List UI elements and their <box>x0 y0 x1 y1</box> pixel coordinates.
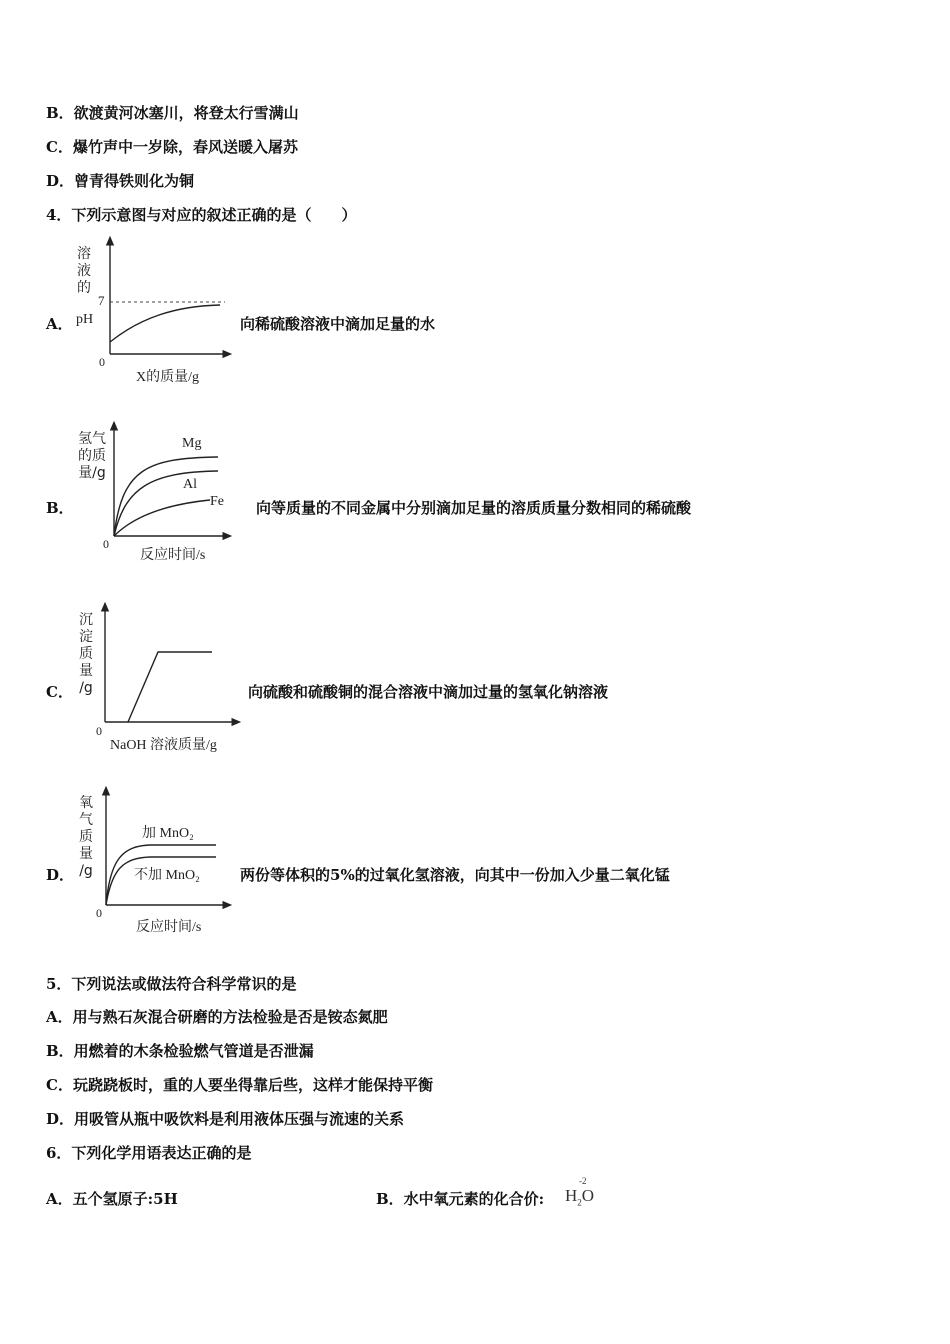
graph-d-ylabel: 氧 气 质 量 /g <box>79 795 93 879</box>
graph-d-curve-without <box>106 857 216 905</box>
q4-d-letter: D． <box>46 866 75 884</box>
graph-a-xlabel: X的质量/g <box>136 370 199 385</box>
graph-b-series-mg: Mg <box>182 436 202 451</box>
formula-h: H <box>565 1186 578 1205</box>
q4-b-letter: B． <box>46 499 74 517</box>
graph-b-series-al: Al <box>183 477 197 492</box>
q5-option-a: A．用与熟石灰混合研磨的方法检验是否是铵态氮肥 <box>46 1008 388 1026</box>
graph-d-series-with: 加 MnO₂ <box>142 826 194 841</box>
q5-option-d: D．用吸管从瓶中吸饮料是利用液体压强与流速的关系 <box>46 1110 405 1128</box>
graph-d-origin: 0 <box>96 906 102 920</box>
graph-c-origin: 0 <box>96 724 102 738</box>
q5-stem: 5．下列说法或做法符合科学常识的是 <box>46 975 297 993</box>
graph-b-origin: 0 <box>103 537 109 551</box>
graph-a-tick-7: 7 <box>98 293 105 308</box>
graph-a-ph-label: pH <box>76 312 94 327</box>
formula-sub: 2 <box>577 1197 582 1208</box>
q4-b-desc: 向等质量的不同金属中分别滴加足量的溶质质量分数相同的稀硫酸 <box>256 499 692 517</box>
graph-b-series-fe: Fe <box>210 494 224 509</box>
graph-a-origin: 0 <box>99 355 105 369</box>
graph-a-ylabel: 溶 液 的 <box>77 246 91 296</box>
q5-option-c: C．玩跷跷板时，重的人要坐得靠后些，这样才能保持平衡 <box>46 1076 433 1094</box>
graph-d-series-without: 不加 MnO₂ <box>134 868 200 883</box>
graph-d-xlabel: 反应时间/s <box>136 920 202 935</box>
formula-o: O <box>581 1186 595 1205</box>
q3-option-d: D．曾青得铁则化为铜 <box>46 172 195 190</box>
q6-stem: 6．下列化学用语表达正确的是 <box>46 1144 252 1162</box>
q6-option-a: A．五个氢原子:5H <box>46 1190 178 1208</box>
graph-c-xlabel: NaOH 溶液质量/g <box>110 738 217 753</box>
q3-option-b: B．欲渡黄河冰塞川，将登太行雪满山 <box>46 104 299 122</box>
q4-d-desc: 两份等体积的5%的过氧化氢溶液，向其中一份加入少量二氧化锰 <box>240 866 670 884</box>
q3-option-c: C．爆竹声中一岁除，春风送暖入屠苏 <box>46 138 298 156</box>
q4-stem: 4．下列示意图与对应的叙述正确的是（ ） <box>46 206 357 224</box>
graph-b-ylabel: 氢气 的质 量/g <box>78 431 106 481</box>
q4-a-desc: 向稀硫酸溶液中滴加足量的水 <box>240 315 436 333</box>
graph-d-curve-with <box>106 845 216 905</box>
q4-a-letter: A． <box>46 315 73 333</box>
q6-option-b-text: B．水中氧元素的化合价: <box>376 1190 545 1208</box>
valence-label: -2 <box>579 1176 587 1186</box>
q5-option-b: B．用燃着的木条检验燃气管道是否泄漏 <box>46 1042 314 1060</box>
graph-b-xlabel: 反应时间/s <box>140 548 206 563</box>
q4-c-desc: 向硫酸和硫酸铜的混合溶液中滴加过量的氢氧化钠溶液 <box>248 683 609 701</box>
graph-c-ylabel: 沉 淀 质 量 /g <box>79 612 93 696</box>
q4-c-letter: C． <box>46 683 73 701</box>
q6-option-b <box>376 1188 544 1209</box>
